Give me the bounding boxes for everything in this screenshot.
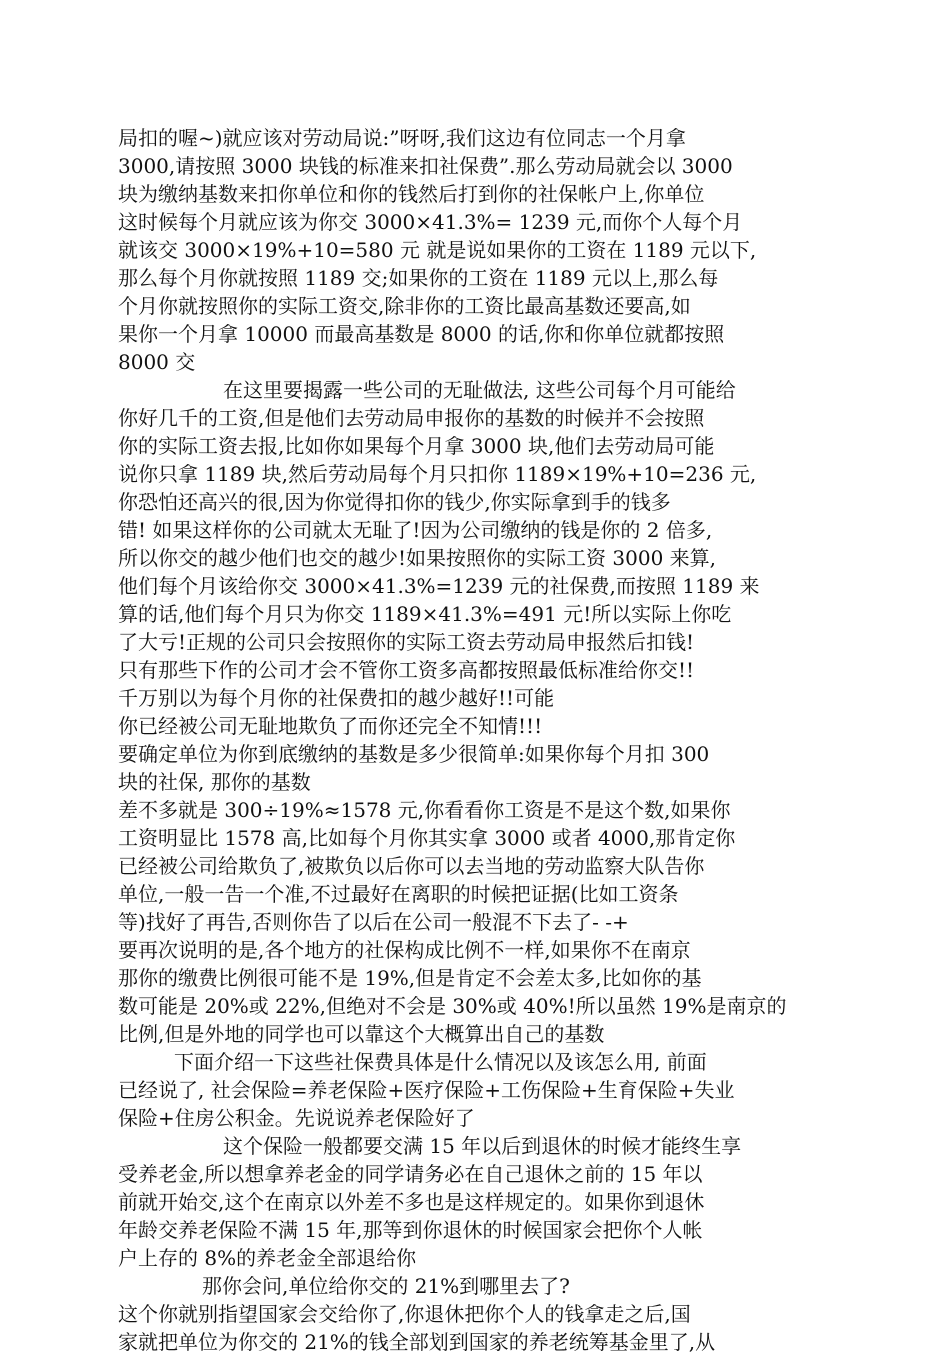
text-line: 算的话,他们每个月只为你交 1189×41.3%=491 元!所以实际上你吃 xyxy=(118,602,732,626)
text-line: 这时候每个月就应该为你交 3000×41.3%= 1239 元,而你个人每个月 xyxy=(118,210,743,234)
text-line: 说你只拿 1189 块,然后劳动局每个月只扣你 1189×19%+10=236 元, xyxy=(118,462,757,486)
text-line: 你恐怕还高兴的很,因为你觉得扣你的钱少,你实际拿到手的钱多 xyxy=(118,490,671,514)
text-line: 工资明显比 1578 高,比如每个月你其实拿 3000 或者 4000,那肯定你 xyxy=(118,826,736,850)
text-line: 他们每个月该给你交 3000×41.3%=1239 元的社保费,而按照 1189 来 xyxy=(118,574,760,598)
text-line: 只有那些下作的公司才会不管你工资多高都按照最低标准给你交!! xyxy=(118,658,695,682)
text-line: 局扣的喔~)就应该对劳动局说:”呀呀,我们这边有位同志一个月拿 xyxy=(118,126,686,150)
text-line: 受养老金,所以想拿养老金的同学请务必在自己退休之前的 15 年以 xyxy=(118,1162,703,1186)
text-line: 你的实际工资去报,比如你如果每个月拿 3000 块,他们去劳动局可能 xyxy=(118,434,715,458)
text-line: 那么每个月你就按照 1189 交;如果你的工资在 1189 元以上,那么每 xyxy=(118,266,719,290)
text-line: 错! 如果这样你的公司就太无耻了!因为公司缴纳的钱是你的 2 倍多, xyxy=(118,518,713,542)
text-line: 前就开始交,这个在南京以外差不多也是这样规定的。如果你到退休 xyxy=(118,1190,705,1214)
text-line: 就该交 3000×19%+10=580 元 就是说如果你的工资在 1189 元以下, xyxy=(118,238,757,262)
text-line: 差不多就是 300÷19%≈1578 元,你看看你工资是不是这个数,如果你 xyxy=(118,798,731,822)
text-line: 已经被公司给欺负了,被欺负以后你可以去当地的劳动监察大队告你 xyxy=(118,854,705,878)
text-line: 这个你就别指望国家会交给你了,你退休把你个人的钱拿走之后,国 xyxy=(118,1302,691,1326)
text-line: 块的社保, 那你的基数 xyxy=(118,770,311,794)
text-line: 下面介绍一下这些社保费具体是什么情况以及该怎么用, 前面 xyxy=(174,1050,707,1074)
text-line: 数可能是 20%或 22%,但绝对不会是 30%或 40%!所以虽然 19%是南京的 xyxy=(118,994,787,1018)
text-line: 所以你交的越少他们也交的越少!如果按照你的实际工资 3000 来算, xyxy=(118,546,717,570)
text-line: 已经说了, 社会保险=养老保险+医疗保险+工伤保险+生育保险+失业 xyxy=(118,1078,735,1102)
text-line: 果你一个月拿 10000 而最高基数是 8000 的话,你和你单位就都按照 xyxy=(118,322,725,346)
document-body xyxy=(118,124,818,1356)
text-line: 比例,但是外地的同学也可以靠这个大概算出自己的基数 xyxy=(118,1022,605,1046)
text-line: 在这里要揭露一些公司的无耻做法, 这些公司每个月可能给 xyxy=(223,378,736,402)
text-line: 8000 交 xyxy=(118,350,196,374)
text-line: 块为缴纳基数来扣你单位和你的钱然后打到你的社保帐户上,你单位 xyxy=(118,182,705,206)
text-line: 千万别以为每个月你的社保费扣的越少越好!!可能 xyxy=(118,686,555,710)
text-line: 这个保险一般都要交满 15 年以后到退休的时候才能终生享 xyxy=(223,1134,742,1158)
text-line: 3000,请按照 3000 块钱的标准来扣社保费”.那么劳动局就会以 3000 xyxy=(118,154,733,178)
text-line: 单位,一般一告一个准,不过最好在离职的时候把证据(比如工资条 xyxy=(118,882,679,906)
text-line: 你好几千的工资,但是他们去劳动局申报你的基数的时候并不会按照 xyxy=(118,406,705,430)
text-line: 了大亏!正规的公司只会按照你的实际工资去劳动局申报然后扣钱! xyxy=(118,630,695,654)
text-line: 你已经被公司无耻地欺负了而你还完全不知情!!! xyxy=(118,714,543,738)
text-line: 户上存的 8%的养老金全部退给你 xyxy=(118,1246,417,1270)
text-line: 个月你就按照你的实际工资交,除非你的工资比最高基数还要高,如 xyxy=(118,294,691,318)
text-line: 等)找好了再告,否则你告了以后在公司一般混不下去了- -+ xyxy=(118,910,629,934)
text-line: 要再次说明的是,各个地方的社保构成比例不一样,如果你不在南京 xyxy=(118,938,691,962)
text-line: 家就把单位为你交的 21%的钱全部划到国家的养老统筹基金里了,从 xyxy=(118,1330,716,1354)
text-line: 那你的缴费比例很可能不是 19%,但是肯定不会差太多,比如你的基 xyxy=(118,966,702,990)
text-line: 保险+住房公积金。先说说养老保险好了 xyxy=(118,1106,475,1130)
text-line: 年龄交养老保险不满 15 年,那等到你退休的时候国家会把你个人帐 xyxy=(118,1218,703,1242)
text-line: 要确定单位为你到底缴纳的基数是多少很简单:如果你每个月扣 300 xyxy=(118,742,710,766)
text-line: 那你会问,单位给你交的 21%到哪里去了? xyxy=(202,1274,570,1298)
